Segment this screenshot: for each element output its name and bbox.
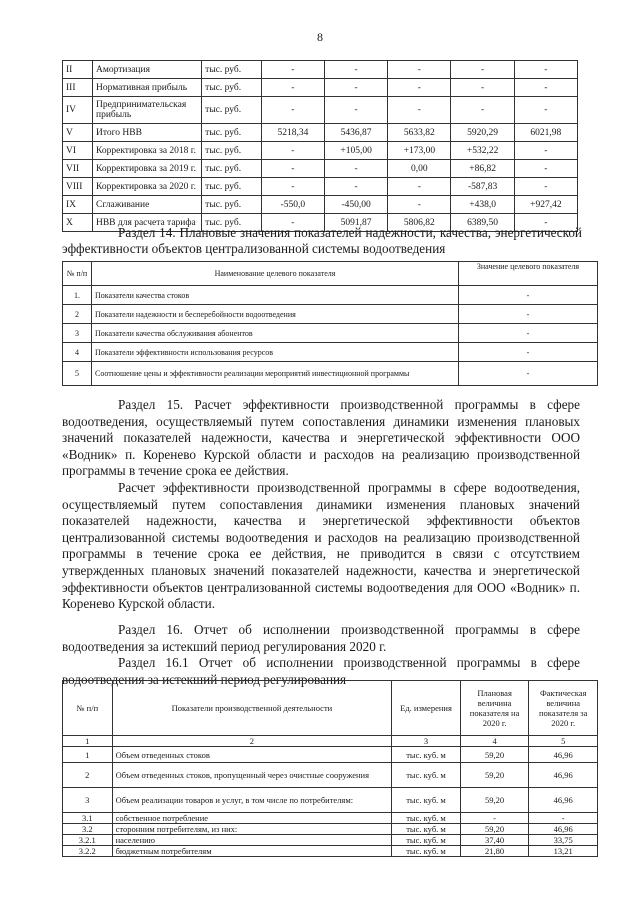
production-report-table <box>62 680 598 857</box>
row-fact: 46,96 <box>529 747 598 763</box>
row-value: - <box>324 178 387 196</box>
row-value: - <box>388 79 451 97</box>
row-num: 5 <box>63 362 92 386</box>
table-row <box>63 788 598 813</box>
row-value: - <box>459 343 598 362</box>
index-2: 2 <box>112 736 392 747</box>
row-plan: 37,40 <box>460 835 529 846</box>
row-value: - <box>451 61 514 79</box>
row-value: - <box>324 61 387 79</box>
row-value: +105,00 <box>324 142 387 160</box>
row-value: 5920,29 <box>451 124 514 142</box>
row-num: V <box>63 124 93 142</box>
row-num: 3.2.2 <box>63 846 113 857</box>
row-unit: тыс. руб. <box>202 214 262 232</box>
row-unit: тыс. руб. <box>202 178 262 196</box>
row-value: +438,0 <box>451 196 514 214</box>
header-fact: Фактическая величина показателя за 2020 г. <box>529 681 598 736</box>
table-row <box>63 362 598 386</box>
nvv-table <box>62 60 578 232</box>
table-row <box>63 824 598 835</box>
table-header-row <box>63 681 598 736</box>
row-value: +86,82 <box>451 160 514 178</box>
header-unit: Ед. измерения <box>392 681 461 736</box>
table-header-row <box>63 262 598 286</box>
row-value: - <box>514 142 577 160</box>
row-value: +927,42 <box>514 196 577 214</box>
header-value: Значение целевого показателя <box>459 262 598 286</box>
index-5: 5 <box>529 736 598 747</box>
row-name: Предпринимательская прибыль <box>92 97 201 124</box>
header-plan: Плановая величина показателя на 2020 г. <box>460 681 529 736</box>
table-row <box>63 142 578 160</box>
row-name: Объем отведенных стоков, пропущенный через очистные сооружения <box>112 763 392 788</box>
row-value: +173,00 <box>388 142 451 160</box>
row-name: Объем реализации товаров и услуг, в том числе по потребителям: <box>112 788 392 813</box>
row-unit: тыс. руб. <box>202 124 262 142</box>
section-15-body: Расчет эффективности производственной программы в сфере водоотведения, осуществляемый путем сопоставления динамики изменения плановых значений показателей надежности, качества и энергетической эффективности объектов централизованной системы водоотведения и расходов на реализацию производственной программы в течение срока ее действия, не приводится в связи с отсутствием утвержденных плановых значений показателей надежности, качества и энергетической эффективности объектов централизованной системы водоотведения для ООО «Водник» п. Коренево Курской области. <box>62 480 580 612</box>
row-unit: тыс. куб. м <box>392 763 461 788</box>
row-value: +532,22 <box>451 142 514 160</box>
row-value: - <box>324 97 387 124</box>
row-fact: 33,75 <box>529 835 598 846</box>
row-unit: тыс. куб. м <box>392 813 461 824</box>
row-value: 5806,82 <box>388 214 451 232</box>
table-row <box>63 79 578 97</box>
row-value: - <box>514 61 577 79</box>
row-name: Соотношение цены и эффективности реализации мероприятий инвестиционной программы <box>92 362 459 386</box>
target-indicators-table <box>62 261 598 386</box>
row-name: Показатели качества обслуживания абонентов <box>92 324 459 343</box>
row-name: Показатели качества стоков <box>92 286 459 305</box>
row-value: - <box>514 160 577 178</box>
header-indicator: Показатели производственной деятельности <box>112 681 392 736</box>
row-name: Амортизация <box>92 61 201 79</box>
row-fact: 13,21 <box>529 846 598 857</box>
table-row <box>63 178 578 196</box>
row-plan: 21,80 <box>460 846 529 857</box>
row-num: 3.2 <box>63 824 113 835</box>
row-num: VII <box>63 160 93 178</box>
row-name: Объем отведенных стоков <box>112 747 392 763</box>
section-15-heading: Раздел 15. Расчет эффективности производственной программы в сфере водоотведения, осуществляемый путем сопоставления динамики изменения плановых значений показателей надежности, качества и энергетической эффективности ООО «Водник» п. Коренево Курской области и расходов на реализацию производственной программы в течение срока ее действия. <box>62 397 580 479</box>
row-value: - <box>388 178 451 196</box>
row-fact: 46,96 <box>529 763 598 788</box>
row-num: VIII <box>63 178 93 196</box>
row-value: - <box>261 160 324 178</box>
row-fact: 46,96 <box>529 824 598 835</box>
column-index-row <box>63 736 598 747</box>
row-value: - <box>514 214 577 232</box>
table-row <box>63 835 598 846</box>
header-name: Наименование целевого показателя <box>92 262 459 286</box>
row-unit: тыс. руб. <box>202 61 262 79</box>
row-num: 1. <box>63 286 92 305</box>
row-unit: тыс. куб. м <box>392 846 461 857</box>
row-value: -550,0 <box>261 196 324 214</box>
row-unit: тыс. руб. <box>202 97 262 124</box>
row-name: Корректировка за 2018 г. <box>92 142 201 160</box>
row-unit: тыс. руб. <box>202 196 262 214</box>
table-row <box>63 305 598 324</box>
row-unit: тыс. куб. м <box>392 788 461 813</box>
row-num: IV <box>63 97 93 124</box>
row-value: - <box>514 79 577 97</box>
index-1: 1 <box>63 736 113 747</box>
row-unit: тыс. руб. <box>202 142 262 160</box>
row-value: 6389,50 <box>451 214 514 232</box>
row-name: Корректировка за 2019 г. <box>92 160 201 178</box>
row-unit: тыс. руб. <box>202 79 262 97</box>
table-row <box>63 763 598 788</box>
row-name: Показатели эффективности использования ресурсов <box>92 343 459 362</box>
row-unit: тыс. куб. м <box>392 824 461 835</box>
page-number: 8 <box>317 30 323 44</box>
section-16-heading: Раздел 16. Отчет об исполнении производственной программы в сфере водоотведения за истекший период регулирования 2020 г. <box>62 622 580 654</box>
row-value: - <box>514 97 577 124</box>
row-value: - <box>459 324 598 343</box>
row-value: - <box>388 196 451 214</box>
row-value: 5633,82 <box>388 124 451 142</box>
row-unit: тыс. куб. м <box>392 835 461 846</box>
row-name: Сглаживание <box>92 196 201 214</box>
row-value: 6021,98 <box>514 124 577 142</box>
header-num: № п/п <box>63 262 92 286</box>
row-value: - <box>324 160 387 178</box>
row-num: 3 <box>63 788 113 813</box>
row-plan: - <box>460 813 529 824</box>
row-value: - <box>261 97 324 124</box>
row-num: IX <box>63 196 93 214</box>
row-value: - <box>261 79 324 97</box>
row-fact: 46,96 <box>529 788 598 813</box>
header-num: № п/п <box>63 681 113 736</box>
row-num: II <box>63 61 93 79</box>
table-row <box>63 343 598 362</box>
table-row <box>63 196 578 214</box>
row-value: - <box>459 362 598 386</box>
row-value: 5218,34 <box>261 124 324 142</box>
row-num: X <box>63 214 93 232</box>
row-value: 5436,87 <box>324 124 387 142</box>
row-num: 4 <box>63 343 92 362</box>
row-plan: 59,20 <box>460 763 529 788</box>
row-num: VI <box>63 142 93 160</box>
table-row <box>63 747 598 763</box>
row-value: 0,00 <box>388 160 451 178</box>
row-value: - <box>451 79 514 97</box>
index-3: 3 <box>392 736 461 747</box>
row-name: сторонним потребителям, из них: <box>112 824 392 835</box>
row-value: - <box>388 61 451 79</box>
table-row <box>63 846 598 857</box>
row-num: 3 <box>63 324 92 343</box>
section-16-1-heading: Раздел 16.1 Отчет об исполнении производственной программы в сфере водоотведения за истекший период регулирования <box>62 655 580 687</box>
table-row <box>63 813 598 824</box>
row-num: 1 <box>63 747 113 763</box>
row-unit: тыс. куб. м <box>392 747 461 763</box>
row-value: - <box>261 178 324 196</box>
row-num: 3.2.1 <box>63 835 113 846</box>
row-value: - <box>261 142 324 160</box>
row-value: -587,83 <box>451 178 514 196</box>
index-4: 4 <box>460 736 529 747</box>
row-value: - <box>324 79 387 97</box>
row-value: - <box>261 61 324 79</box>
row-num: III <box>63 79 93 97</box>
table-row <box>63 97 578 124</box>
row-value: -450,00 <box>324 196 387 214</box>
row-value: - <box>261 214 324 232</box>
row-value: - <box>459 305 598 324</box>
row-value: 5091,87 <box>324 214 387 232</box>
row-name: Корректировка за 2020 г. <box>92 178 201 196</box>
row-num: 2 <box>63 763 113 788</box>
row-value: - <box>514 178 577 196</box>
table-row <box>63 286 598 305</box>
section-14-heading: Раздел 14. Плановые значения показателей надежности, качества, энергетической эффективности объектов централизованной системы водоотведения <box>62 225 582 256</box>
row-name: Показатели надежности и бесперебойности водоотведения <box>92 305 459 324</box>
row-value: - <box>388 97 451 124</box>
row-value: - <box>459 286 598 305</box>
row-plan: 59,20 <box>460 747 529 763</box>
row-unit: тыс. руб. <box>202 160 262 178</box>
row-name: Итого НВВ <box>92 124 201 142</box>
table-row <box>63 324 598 343</box>
row-plan: 59,20 <box>460 824 529 835</box>
table-row <box>63 61 578 79</box>
row-name: бюджетным потребителям <box>112 846 392 857</box>
row-num: 2 <box>63 305 92 324</box>
row-name: Нормативная прибыль <box>92 79 201 97</box>
row-name: населению <box>112 835 392 846</box>
table-row <box>63 124 578 142</box>
row-plan: 59,20 <box>460 788 529 813</box>
row-name: НВВ для расчета тарифа <box>92 214 201 232</box>
row-num: 3.1 <box>63 813 113 824</box>
row-fact: - <box>529 813 598 824</box>
table-row <box>63 160 578 178</box>
row-name: собственное потребление <box>112 813 392 824</box>
row-value: - <box>451 97 514 124</box>
